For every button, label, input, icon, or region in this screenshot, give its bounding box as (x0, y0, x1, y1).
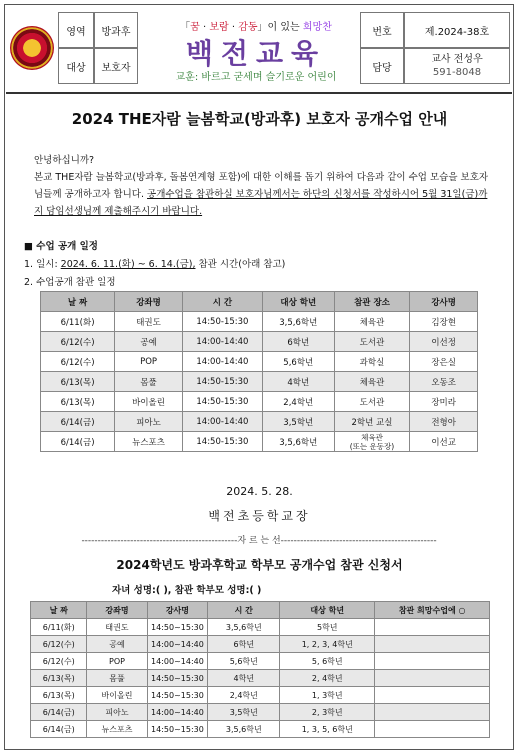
form-cell: 바이올린 (87, 687, 147, 704)
school-emblem-icon (10, 26, 54, 70)
form-cell: 6/13(목) (31, 687, 87, 704)
slogan (156, 18, 356, 33)
schedule-cell: 체육관 (334, 312, 410, 332)
form-header-cell: 대상 학년 (280, 602, 375, 619)
schedule-cell: 도서관 (334, 392, 410, 412)
form-cell[interactable] (375, 619, 490, 636)
schedule-cell: 체육관 (또는 운동장) (334, 432, 410, 452)
schedule-cell: 도서관 (334, 332, 410, 352)
schedule-cell: 3,5학년 (262, 412, 334, 432)
form-name-fields[interactable]: 자녀 성명:( ), 참관 학부모 성명:( ) (112, 585, 262, 596)
label-area: 영역 (58, 12, 94, 48)
schedule-cell: 오동조 (410, 372, 478, 392)
schedule-row (41, 392, 478, 412)
date-suffix: 참관 시간(아래 참고) (195, 259, 286, 270)
schedule-cell: 장미라 (410, 392, 478, 412)
target-value: 보호자 (94, 48, 138, 84)
slogan-word-2: 보람 (209, 22, 229, 33)
form-cell: 2, 4학년 (280, 670, 375, 687)
label-person: 담당 (360, 48, 404, 84)
schedule-row (41, 352, 478, 372)
form-cell: 3,5학년 (208, 704, 280, 721)
schedule-cell: 14:50-15:30 (182, 312, 262, 332)
intro-paragraph-underlined: 공개수업을 참관하실 보호자님께서는 하단의 신청서를 작성하시어 5월 31일(금)까지 담임선생님께 제출해주시기 바랍니다. (34, 189, 488, 217)
form-cell: 6/12(수) (31, 636, 87, 653)
form-cell: 14:00~14:40 (147, 636, 208, 653)
form-cell: 피아노 (87, 704, 147, 721)
schedule-header-cell: 참관 장소 (334, 292, 410, 312)
school-motto: 교훈: 바르고 굳세며 슬기로운 어린이 (175, 72, 337, 83)
form-cell: 6/11(화) (31, 619, 87, 636)
schedule-cell: 14:00-14:40 (182, 352, 262, 372)
schedule-row (41, 412, 478, 432)
schedule-table (40, 291, 478, 452)
form-header-cell: 참관 희망수업에 ○ (375, 602, 490, 619)
form-cell: 4학년 (208, 670, 280, 687)
form-cell[interactable] (375, 687, 490, 704)
greeting: 안녕하십니까? (34, 155, 95, 166)
schedule-date-line (24, 256, 285, 270)
label-target: 대상 (58, 48, 94, 84)
cut-line: ------------------------------------------------자 르 는 선------------------------------------------------ (81, 536, 437, 546)
area-value: 방과후 (94, 12, 138, 48)
form-cell: 14:00~14:40 (147, 653, 208, 670)
intro-paragraph (26, 169, 496, 220)
form-cell: 1, 3학년 (280, 687, 375, 704)
newsletter-header (6, 6, 512, 88)
schedule-cell: 6/11(화) (41, 312, 115, 332)
form-cell: POP (87, 653, 147, 670)
form-cell: 6/14(금) (31, 721, 87, 738)
schedule-cell: 피아노 (115, 412, 183, 432)
form-cell: 14:00~14:40 (147, 704, 208, 721)
form-cell: 6/14(금) (31, 704, 87, 721)
form-cell: 3,5,6학년 (208, 619, 280, 636)
schedule-cell: 6학년 (262, 332, 334, 352)
form-cell: 2, 3학년 (280, 704, 375, 721)
form-title: 2024학년도 방과후학교 학부모 공개수업 참관 신청서 (116, 558, 403, 572)
schedule-row (41, 432, 478, 452)
schedule-header-cell: 날 짜 (41, 292, 115, 312)
schedule-row (41, 332, 478, 352)
masthead-title: 백전교육 (185, 37, 327, 70)
form-cell[interactable] (375, 636, 490, 653)
slogan-close: 」이 있는 (257, 22, 303, 33)
form-cell: 몸풀 (87, 670, 147, 687)
form-row (31, 704, 490, 721)
schedule-cell: 3,5,6학년 (262, 432, 334, 452)
schedule-cell: 전형아 (410, 412, 478, 432)
person-cell (404, 48, 510, 84)
date-range: 2024. 6. 11.(화) ~ 6. 14.(금), (60, 259, 196, 270)
schedule-row (41, 312, 478, 332)
schedule-cell: 14:00-14:40 (182, 332, 262, 352)
form-cell: 5, 6학년 (280, 653, 375, 670)
form-cell[interactable] (375, 704, 490, 721)
form-cell: 태권도 (87, 619, 147, 636)
application-table (30, 601, 490, 738)
schedule-cell: 14:00-14:40 (182, 412, 262, 432)
schedule-cell: 6/14(금) (41, 412, 115, 432)
schedule-cell: 체육관 (334, 372, 410, 392)
header-divider (6, 92, 512, 94)
form-cell: 6학년 (208, 636, 280, 653)
schedule-cell: 이선교 (410, 432, 478, 452)
number-value: 제.2024-38호 (404, 12, 510, 48)
form-row (31, 721, 490, 738)
form-cell[interactable] (375, 721, 490, 738)
form-cell: 14:50~15:30 (147, 670, 208, 687)
slogan-word-3: 감동 (238, 22, 258, 33)
form-cell: 5학년 (280, 619, 375, 636)
schedule-cell: 6/13(목) (41, 372, 115, 392)
schedule-header-cell: 시 간 (182, 292, 262, 312)
schedule-cell: 6/12(수) (41, 352, 115, 372)
form-cell: 공예 (87, 636, 147, 653)
form-cell: 14:50~15:30 (147, 619, 208, 636)
schedule-cell: 14:50-15:30 (182, 432, 262, 452)
section-heading: ■ 수업 공개 일정 (24, 241, 98, 252)
schedule-cell: POP (115, 352, 183, 372)
form-cell: 뉴스포츠 (87, 721, 147, 738)
form-row (31, 670, 490, 687)
slogan-dot-2: · (228, 22, 239, 33)
schedule-header-cell: 강사명 (410, 292, 478, 312)
form-header-cell: 시 간 (208, 602, 280, 619)
schedule-header-cell: 강좌명 (115, 292, 183, 312)
form-row (31, 636, 490, 653)
schedule-cell: 바이올린 (115, 392, 183, 412)
schedule-subheading: 2. 수업공개 참관 일정 (24, 277, 116, 288)
form-cell: 1, 2, 3, 4학년 (280, 636, 375, 653)
slogan-word-4: 희망찬 (302, 22, 332, 33)
form-header-cell: 강사명 (147, 602, 208, 619)
form-row (31, 619, 490, 636)
form-cell: 6/13(목) (31, 670, 87, 687)
schedule-cell: 이선정 (410, 332, 478, 352)
form-cell: 5,6학년 (208, 653, 280, 670)
schedule-cell: 14:50-15:30 (182, 372, 262, 392)
form-row (31, 653, 490, 670)
schedule-cell: 태권도 (115, 312, 183, 332)
form-cell: 6/12(수) (31, 653, 87, 670)
form-cell: 2,4학년 (208, 687, 280, 704)
form-cell[interactable] (375, 653, 490, 670)
schedule-cell: 6/13(목) (41, 392, 115, 412)
schedule-cell: 6/14(금) (41, 432, 115, 452)
intro-paragraph-text: 본교 THE자람 늘봄학교(방과후, 돌봄연계형 포함)에 대한 이해를 돕기 위하여 다음과 같이 수업 모습을 보호자님들께 공개하고자 합니다. (34, 172, 489, 200)
label-number: 번호 (360, 12, 404, 48)
person-value: 교사 전성우 (431, 54, 483, 65)
schedule-header-cell: 대상 학년 (262, 292, 334, 312)
date-prefix: 1. 일시: (24, 259, 61, 270)
schedule-cell: 2학년 교실 (334, 412, 410, 432)
form-header-cell: 날 짜 (31, 602, 87, 619)
intro-text (26, 152, 496, 220)
form-header-cell: 강좌명 (87, 602, 147, 619)
slogan-word-1: 꿈 (190, 22, 200, 33)
schedule-cell: 6/12(수) (41, 332, 115, 352)
schedule-cell: 14:50-15:30 (182, 392, 262, 412)
form-row (31, 687, 490, 704)
form-cell: 14:50~15:30 (147, 721, 208, 738)
form-cell[interactable] (375, 670, 490, 687)
issue-date: 2024. 5. 28. (226, 485, 293, 498)
schedule-cell: 2,4학년 (262, 392, 334, 412)
schedule-cell: 몸풀 (115, 372, 183, 392)
slogan-dot-1: · (199, 22, 210, 33)
schedule-cell: 뉴스포츠 (115, 432, 183, 452)
schedule-cell: 장은실 (410, 352, 478, 372)
principal-signature: 백전초등학교장 (208, 509, 311, 523)
page-title: 2024 THE자람 늘봄학교(방과후) 보호자 공개수업 안내 (71, 110, 448, 128)
form-cell: 1, 3, 5, 6학년 (280, 721, 375, 738)
schedule-cell: 3,5,6학년 (262, 312, 334, 332)
schedule-cell: 4학년 (262, 372, 334, 392)
slogan-open: 「 (180, 22, 191, 33)
schedule-cell: 5,6학년 (262, 352, 334, 372)
schedule-cell: 공예 (115, 332, 183, 352)
schedule-cell: 김장현 (410, 312, 478, 332)
form-cell: 14:50~15:30 (147, 687, 208, 704)
schedule-row (41, 372, 478, 392)
schedule-cell: 과학실 (334, 352, 410, 372)
phone-value: 591-8048 (432, 67, 482, 78)
form-cell: 3,5,6학년 (208, 721, 280, 738)
